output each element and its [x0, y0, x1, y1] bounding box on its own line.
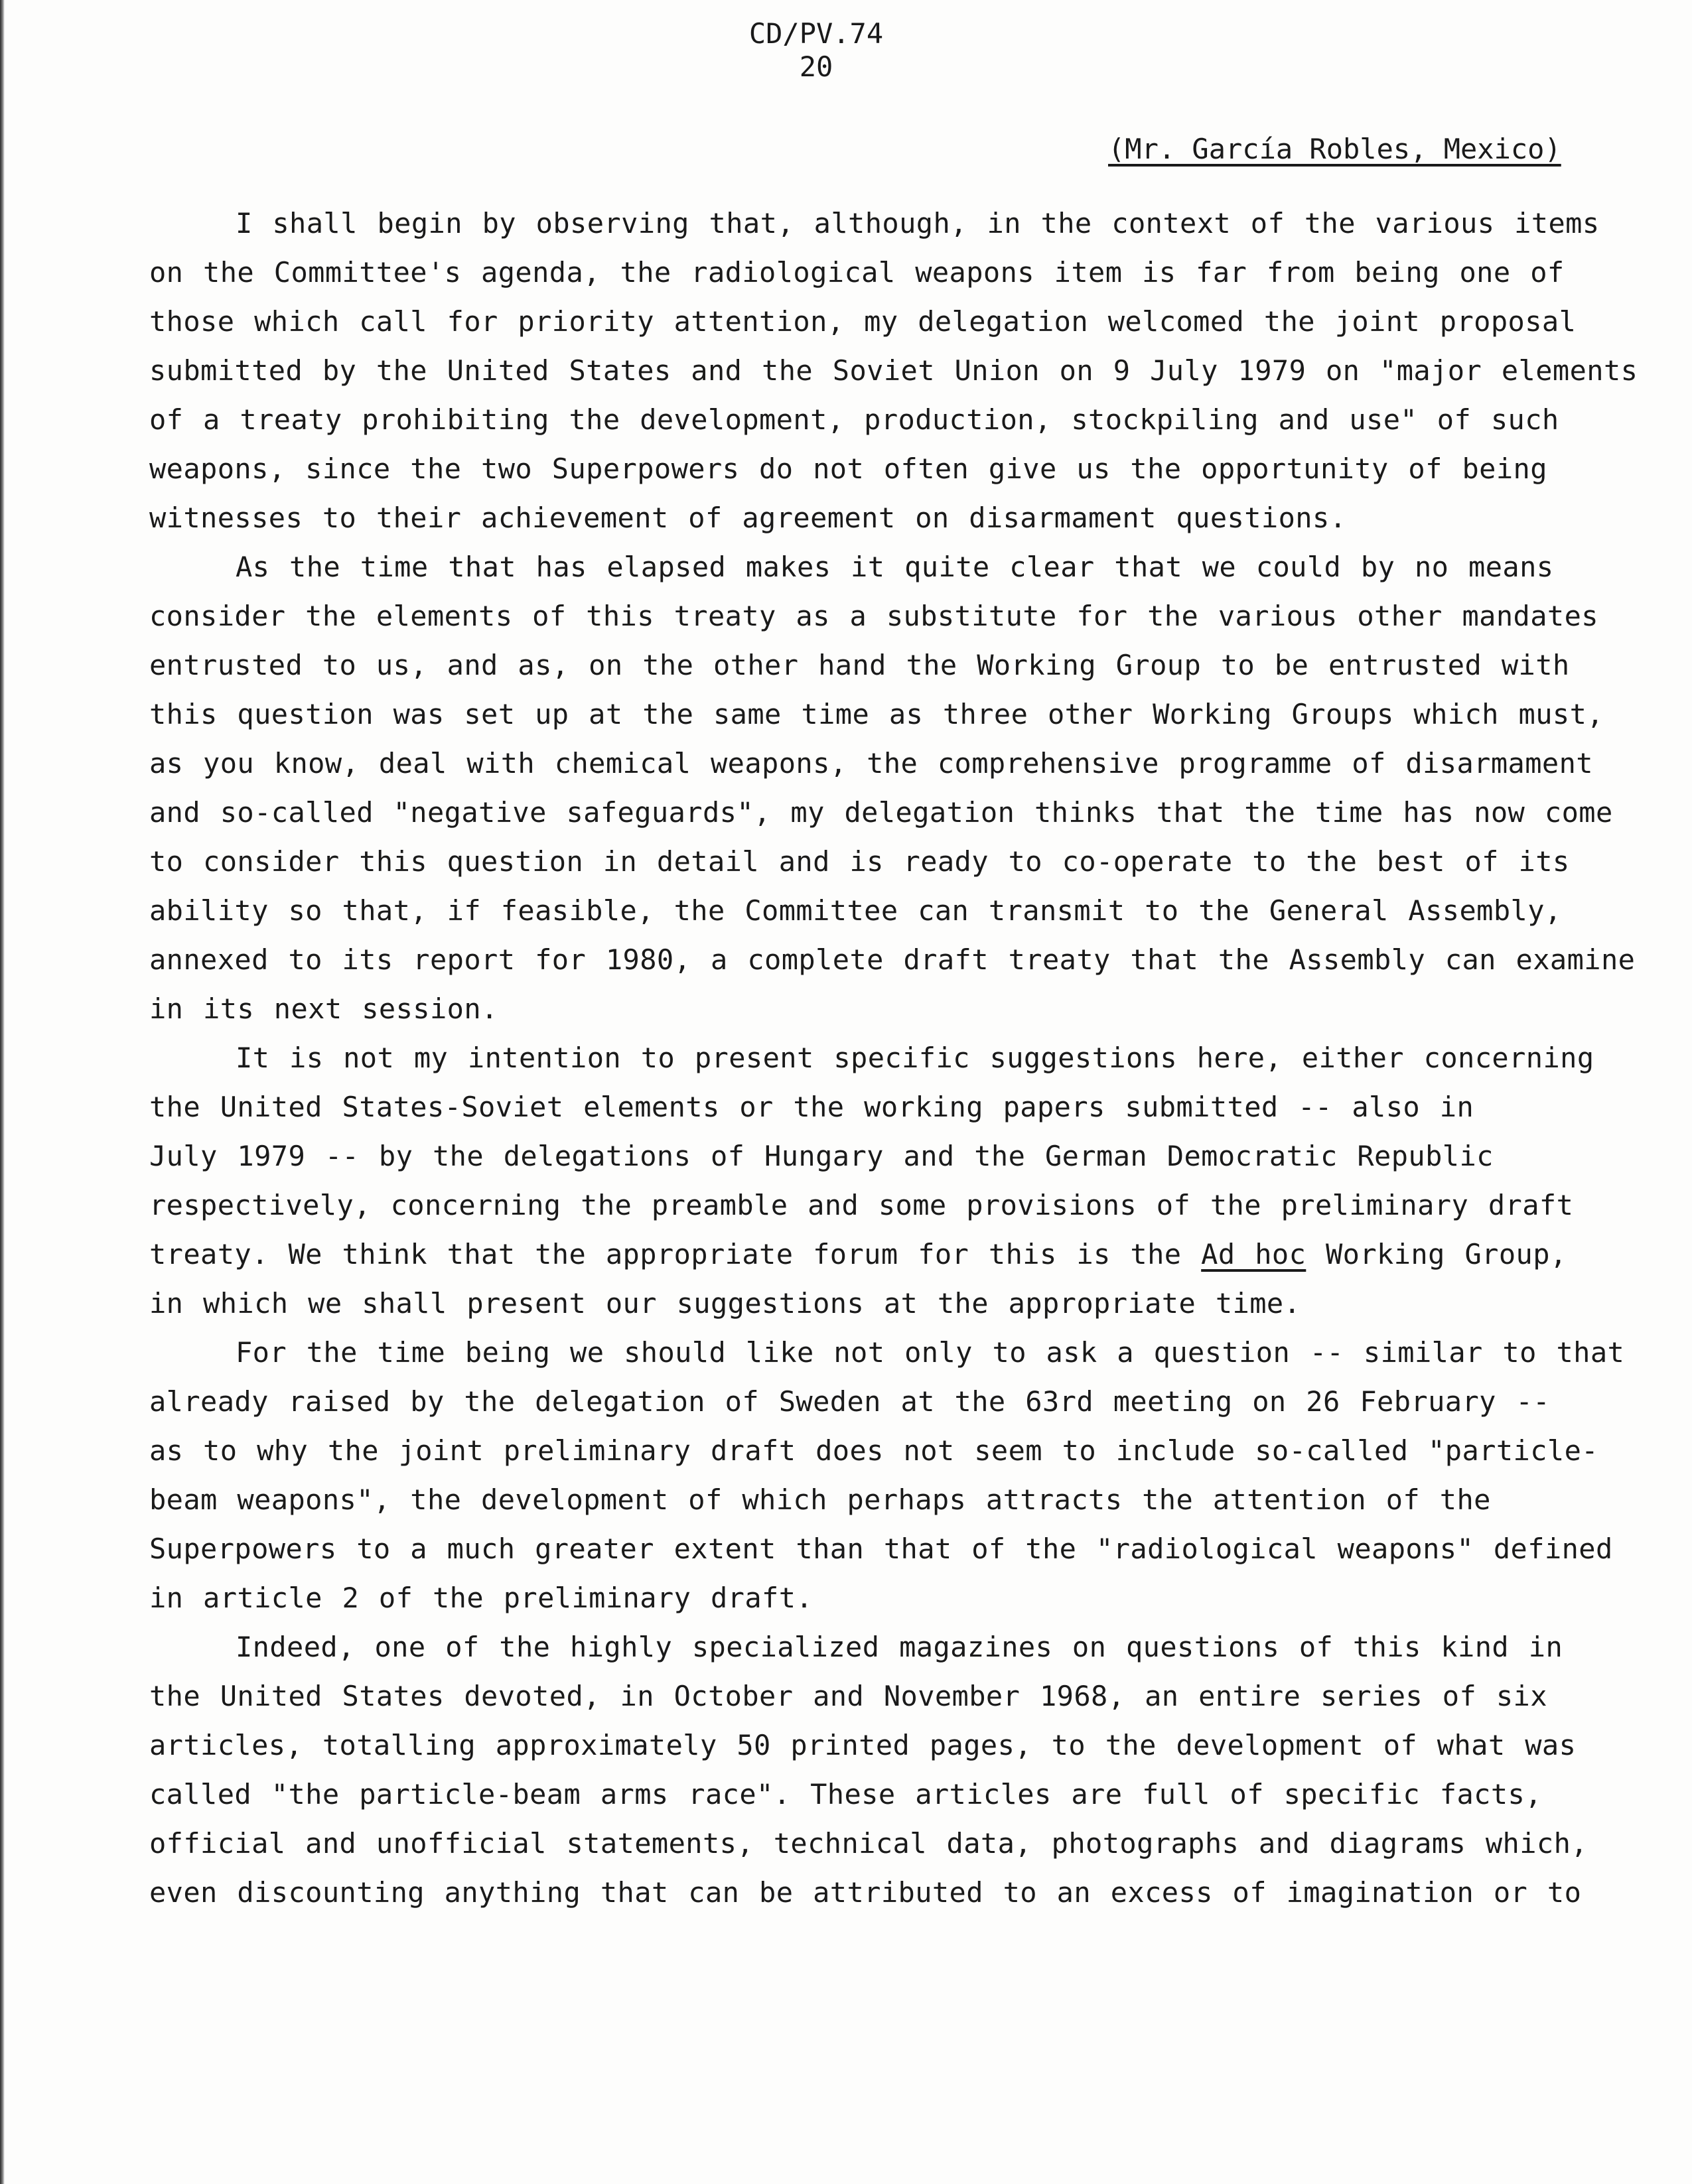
text-line	[149, 1230, 1567, 1279]
ad-hoc-underlined: Ad hoc	[1201, 1238, 1306, 1270]
paragraph	[149, 1623, 1588, 1917]
text-line: annexed to its report for 1980, a complete draft treaty that the Assembly can examine	[149, 943, 1636, 976]
text-line: already raised by the delegation of Sweden at the 63rd meeting on 26 February --	[149, 1385, 1550, 1418]
text-line: this question was set up at the same time as three other Working Groups which must,	[149, 698, 1604, 730]
text-line: the United States devoted, in October and November 1968, an entire series of six	[149, 1680, 1547, 1712]
paragraph	[149, 1328, 1625, 1623]
paragraph	[149, 543, 1636, 1034]
text-line: July 1979 -- by the delegations of Hungary and the German Democratic Republic	[149, 1140, 1494, 1172]
text-line: as you know, deal with chemical weapons, the comprehensive programme of disarmament	[149, 747, 1593, 780]
text-line: articles, totalling approximately 50 printed pages, to the development of what was	[149, 1729, 1577, 1761]
speaker-name: (Mr. García Robles, Mexico)	[1108, 133, 1561, 165]
text-line: as to why the joint preliminary draft does not seem to include so-called "particle-	[149, 1434, 1598, 1467]
document-symbol: CD/PV.74	[748, 17, 884, 50]
text-line: in which we shall present our suggestions at the appropriate time.	[149, 1287, 1301, 1320]
text-line: witnesses to their achievement of agreement on disarmament questions.	[149, 502, 1347, 534]
scan-edge	[0, 0, 5, 2184]
speaker-attribution	[1108, 133, 1561, 166]
text-line: For the time being we should like not only to ask a question -- similar to that	[236, 1336, 1625, 1369]
text-line: consider the elements of this treaty as a substitute for the various other mandates	[149, 600, 1598, 632]
text-line: It is not my intention to present specific suggestions here, either concerning	[236, 1042, 1594, 1074]
text-line: in article 2 of the preliminary draft.	[149, 1582, 813, 1614]
text-line: ability so that, if feasible, the Committee can transmit to the General Assembly,	[149, 894, 1562, 927]
text-line: Superpowers to a much greater extent than that of the "radiological weapons" defined	[149, 1533, 1613, 1565]
text-line: in its next session.	[149, 992, 498, 1025]
text-fragment: Working Group,	[1306, 1238, 1567, 1270]
page-number: 20	[799, 50, 833, 83]
text-line: on the Committee's agenda, the radiological weapons item is far from being one of	[149, 256, 1565, 289]
text-line: the United States-Soviet elements or the working papers submitted -- also in	[149, 1091, 1474, 1123]
text-line: As the time that has elapsed makes it quite clear that we could by no means	[236, 551, 1554, 583]
text-line: weapons, since the two Superpowers do not often give us the opportunity of being	[149, 452, 1547, 485]
text-line: Indeed, one of the highly specialized magazines on questions of this kind in	[236, 1631, 1563, 1663]
text-line: called "the particle-beam arms race". These articles are full of specific facts,	[149, 1778, 1542, 1810]
text-line: of a treaty prohibiting the development, production, stockpiling and use" of such	[149, 403, 1559, 436]
text-fragment: treaty. We think that the appropriate forum for this is the	[149, 1238, 1202, 1270]
text-line: submitted by the United States and the Soviet Union on 9 July 1979 on "major elements	[149, 354, 1638, 387]
text-line: even discounting anything that can be attributed to an excess of imagination or to	[149, 1876, 1582, 1909]
text-line: those which call for priority attention, my delegation welcomed the joint proposal	[149, 305, 1577, 338]
text-line: entrusted to us, and as, on the other hand the Working Group to be entrusted with	[149, 649, 1570, 681]
paragraph	[149, 1034, 1594, 1328]
paragraph	[149, 199, 1638, 543]
text-line: I shall begin by observing that, although, in the context of the various items	[236, 207, 1600, 239]
text-line: to consider this question in detail and is ready to co-operate to the best of its	[149, 845, 1570, 878]
document-body	[149, 199, 1638, 1917]
text-line: and so-called "negative safeguards", my delegation thinks that the time has now come	[149, 796, 1613, 829]
text-line: beam weapons", the development of which perhaps attracts the attention of the	[149, 1483, 1491, 1516]
text-line: respectively, concerning the preamble and some provisions of the preliminary draft	[149, 1189, 1574, 1221]
text-line: official and unofficial statements, technical data, photographs and diagrams which,	[149, 1827, 1588, 1860]
